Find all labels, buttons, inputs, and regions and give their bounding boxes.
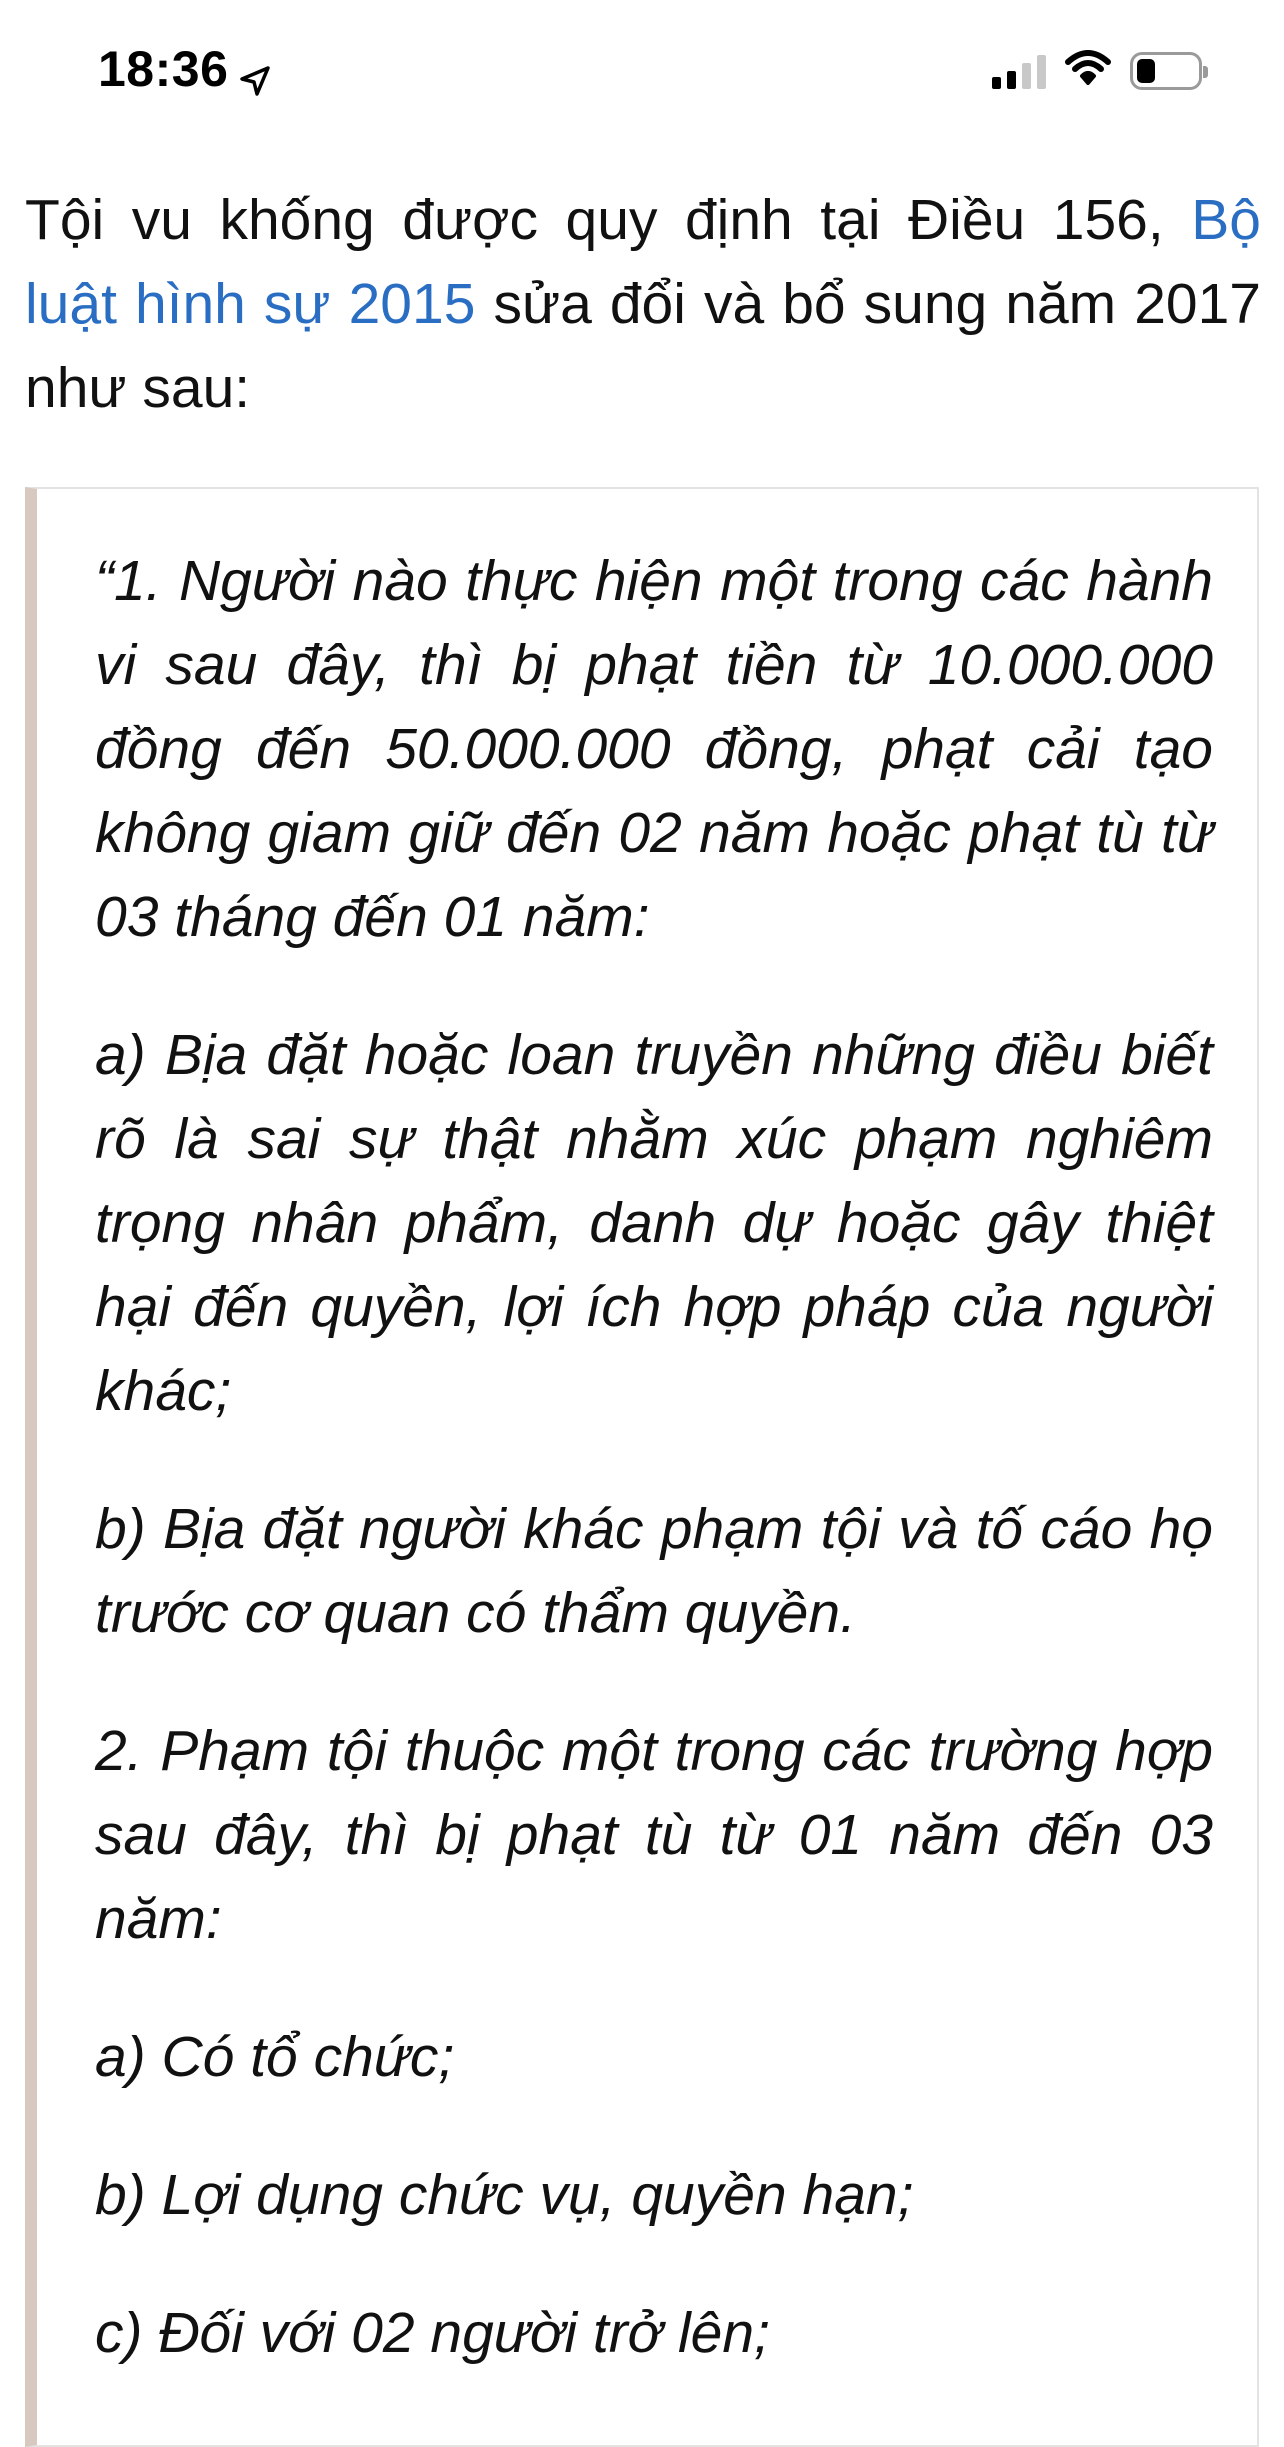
law-quote-block	[25, 487, 1259, 2447]
quote-paragraph: 2. Phạm tội thuộc một trong các trường hợp sau đây, thì bị phạt tù từ 01 năm đến 03 năm:	[95, 1719, 1213, 1951]
intro-paragraph	[25, 178, 1261, 430]
location-arrow-icon	[238, 52, 272, 86]
quote-paragraph: c) Đối với 02 người trở lên;	[95, 2301, 770, 2365]
status-time-text: 18:36	[98, 41, 229, 97]
quote-paragraph: a) Bịa đặt hoặc loan truyền những điều biết rõ là sai sự thật nhằm xúc phạm nghiêm trọng nhân phẩm, danh dự hoặc gây thiệt hại đến quyền, lợi ích hợp pháp của người khác;	[95, 1023, 1213, 1423]
quote-paragraph: b) Bịa đặt người khác phạm tội và tố cáo họ trước cơ quan có thẩm quyền.	[95, 1497, 1213, 1645]
quote-paragraph: “1. Người nào thực hiện một trong các hành vi sau đây, thì bị phạt tiền từ 10.000.000 đồng đến 50.000.000 đồng, phạt cải tạo không giam giữ đến 02 năm hoặc phạt tù từ 03 tháng đến 01 năm:	[95, 549, 1213, 949]
quote-paragraph: b) Lợi dụng chức vụ, quyền hạn;	[95, 2163, 914, 2227]
wifi-icon	[1064, 50, 1112, 91]
quote-paragraph: a) Có tổ chức;	[95, 2025, 455, 2089]
cellular-signal-icon	[992, 53, 1046, 89]
law-link[interactable]: Bộ luật hình sự 2015	[25, 188, 1261, 336]
battery-icon	[1130, 52, 1202, 90]
status-time	[98, 40, 272, 98]
status-icons	[992, 50, 1202, 91]
status-bar	[0, 0, 1284, 140]
intro-text-after-link: sửa đổi và bổ sung năm 2017 như sau:	[25, 272, 1262, 420]
intro-text-before-link: Tội vu khống được quy định tại Điều 156,	[25, 188, 1192, 252]
